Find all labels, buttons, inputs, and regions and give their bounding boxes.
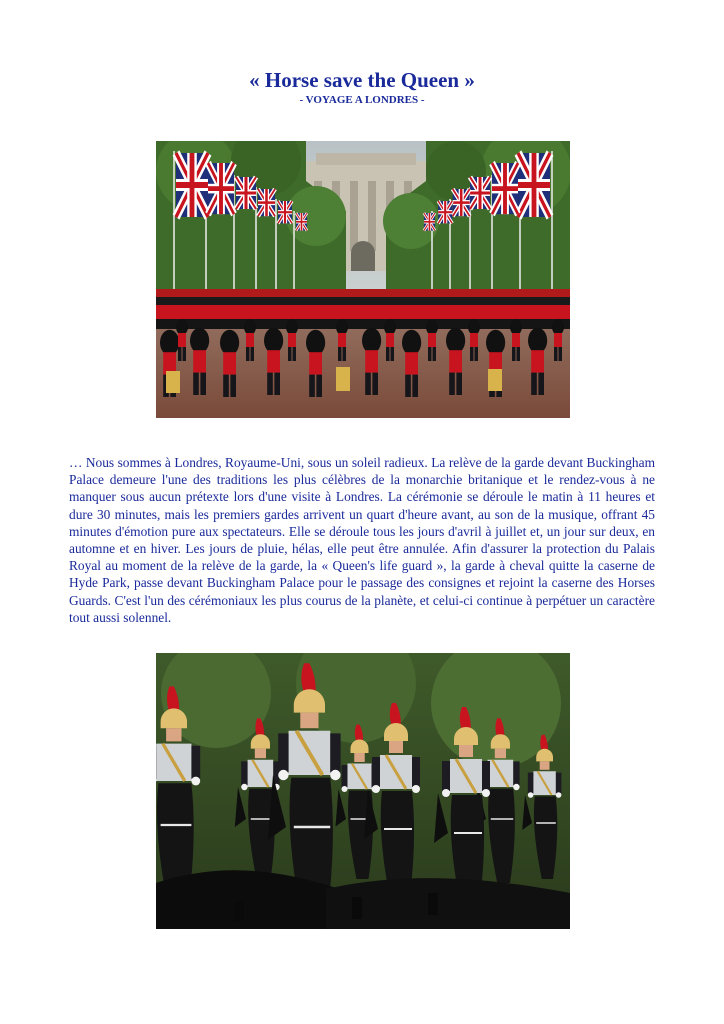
page-title: « Horse save the Queen » [249, 68, 475, 92]
photo-trooping-the-colour-mall [156, 141, 570, 418]
photo-household-cavalry [156, 653, 570, 929]
page-subtitle: - VOYAGE A LONDRES - [299, 94, 425, 106]
article-paragraph: … Nous sommes à Londres, Royaume-Uni, sous un soleil radieux. La relève de la garde devant Buckingham Palace demeure l'une des traditions les plus célèbres de la monarchie britanique et le rendez-vous à ne manquer sous aucun prétexte lors d'une visite à Londres. La cérémonie se déroule le matin à 11 heures et dure 30 minutes, mais les premiers gardes arrivent un quart d'heure avant, au son de la musique, offrant 45 minutes d'émotion pure aux spectateurs. Elle se déroule tous les jours d'avril à juillet et, un jour sur deux, en automne et en hiver. Les jours de pluie, hélas, elle peut être annulée. Afin d'assurer la protection du Palais Royal au moment de la relève de la garde, la « Queen's life guard », la garde à cheval quitte la caserne de Hyde Park, passe devant Buckingham Palace pour le passage des consignes et rejoint la caserne des Horses Guards. C'est l'un des cérémoniaux les plus courus de la planète, et celui-ci continue à perpétuer un caractère tout aussi solennel. [69, 455, 655, 625]
